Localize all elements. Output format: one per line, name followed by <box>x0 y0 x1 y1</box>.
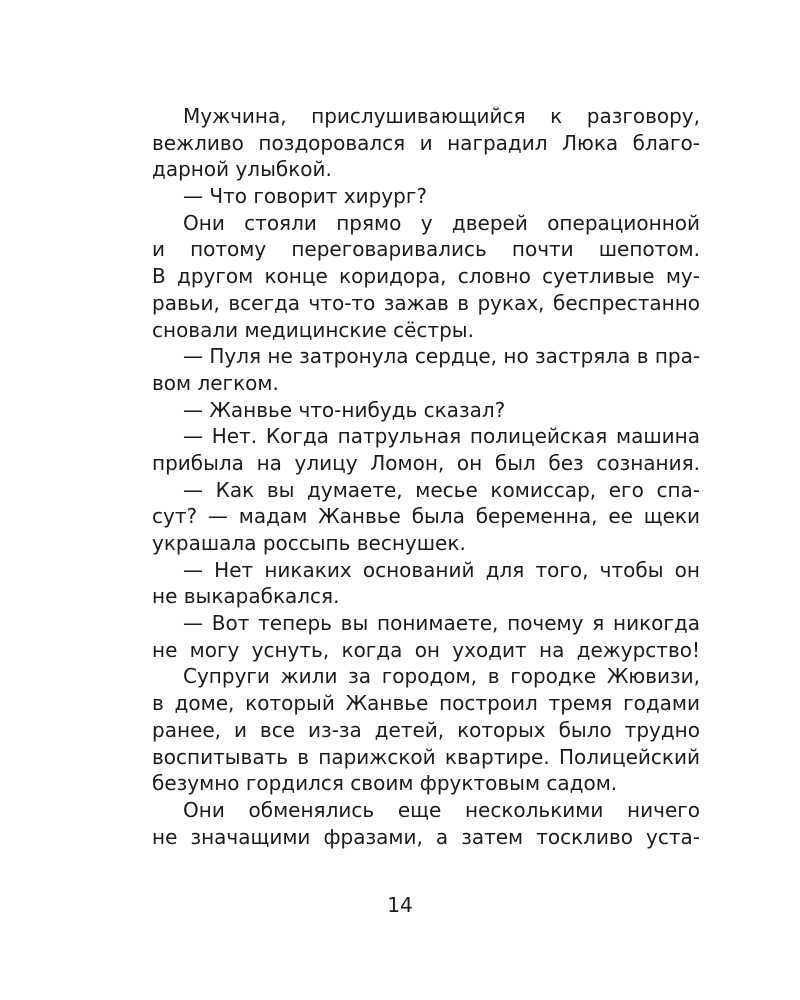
text-line: сут? — мадам Жанвье была беременна, ее щеки <box>152 504 700 529</box>
text-line: равьи, всегда что-то зажав в руках, беспрестанно <box>152 290 700 315</box>
text-line: и потому переговаривались почти шепотом. <box>152 237 700 262</box>
text-line: сновали медицинские сёстры. <box>152 317 474 342</box>
text-line: безумно гордился своим фруктовым садом. <box>152 771 618 796</box>
text-line: — Вот теперь вы понимаете, почему я никогда <box>183 611 700 636</box>
text-line: вом легком. <box>152 370 279 395</box>
text-line: не значащими фразами, а затем тоскливо уста- <box>152 824 700 849</box>
text-line: Мужчина, прислушивающийся к разговору, <box>183 104 700 128</box>
text-line: В другом конце коридора, словно суетливые му- <box>152 264 700 289</box>
text-line: вежливо поздоровался и наградил Люка благо- <box>152 130 700 155</box>
page-number: 14 <box>387 893 413 917</box>
text-line: Супруги жили за городом, в городке Жювизи, <box>183 664 700 689</box>
body-text <box>152 103 700 850</box>
text-line: прибыла на улицу Ломон, он был без сознания. <box>152 450 700 475</box>
text-line: воспитывать в парижской квартире. Полицейский <box>152 744 700 769</box>
text-line: — Жанвье что-нибудь сказал? <box>183 397 506 422</box>
text-line: — Что говорит хирург? <box>183 184 427 209</box>
text-line: — Нет никаких оснований для того, чтобы он <box>183 557 700 582</box>
text-line: ранее, и все из-за детей, которых было трудно <box>152 717 700 742</box>
text-line: в доме, который Жанвье построил тремя годами <box>152 691 700 716</box>
text-line: не выкарабкался. <box>152 584 340 609</box>
text-line: — Пуля не затронула сердце, но застряла в пра- <box>183 344 701 369</box>
text-line: Они обменялись еще несколькими ничего <box>183 797 700 822</box>
text-line: не могу уснуть, когда он уходит на дежурство! <box>152 637 700 662</box>
text-line: Они стояли прямо у дверей операционной <box>183 210 700 235</box>
text-line: украшала россыпь веснушек. <box>152 531 466 555</box>
text-line: дарной улыбкой. <box>152 157 332 182</box>
text-line: — Как вы думаете, месье комиссар, его спа- <box>183 477 700 502</box>
text-line: — Нет. Когда патрульная полицейская машина <box>183 424 700 449</box>
